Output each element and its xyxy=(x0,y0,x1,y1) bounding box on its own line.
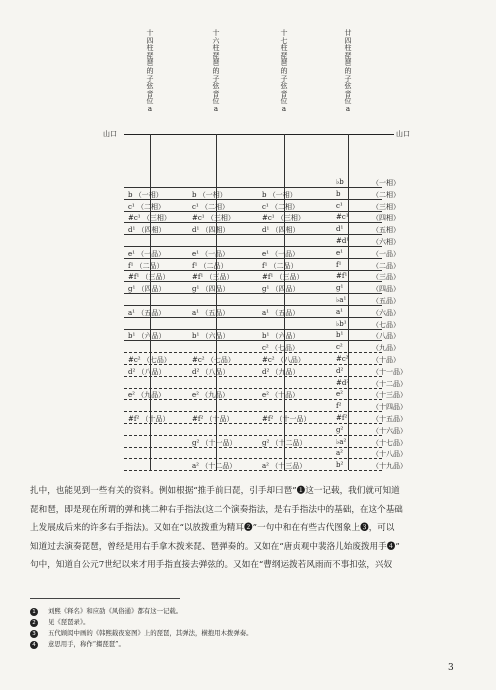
fret-cell: e² （九品） xyxy=(128,391,166,400)
fret-cell: （四相） xyxy=(372,214,400,223)
fret-cell: （九品） xyxy=(372,344,400,353)
fret-cell: ♭b¹ xyxy=(336,319,347,328)
paragraph-line: 琵和琶，即是现在所谓的弹和挑二种右手指法(这二个演奏指法，是右手指法中的基础，在这个基础 xyxy=(30,504,403,515)
fret-cell: g² （十一品） xyxy=(192,438,237,447)
fret-cell: #f¹ xyxy=(336,272,348,281)
fret-line xyxy=(124,470,382,471)
fret-cell: （七品） xyxy=(372,320,400,329)
fret-cell: （二品） xyxy=(372,261,400,270)
fret-cell: e¹ （一品） xyxy=(128,249,166,258)
fret-cell: e¹ xyxy=(336,248,343,257)
fret-cell: g² xyxy=(336,425,344,434)
fret-cell: b¹ （六品） xyxy=(128,332,166,341)
body-paragraph xyxy=(30,482,470,575)
fret-cell: f¹ xyxy=(336,260,342,269)
string-line-24 xyxy=(348,134,349,470)
fret-cell: e¹ （一品） xyxy=(192,249,230,258)
fret-cell: g¹ （四品） xyxy=(128,285,166,294)
fret-cell: f¹ （二品） xyxy=(128,261,164,270)
fret-cell: （十七品） xyxy=(372,438,407,447)
fret-line xyxy=(124,411,382,412)
fret-cell: #f² （十一品） xyxy=(262,415,311,423)
fret-line xyxy=(124,447,382,448)
fret-cell: d² （八品） xyxy=(128,367,166,376)
fret-line xyxy=(124,435,382,436)
fret-cell: （十六品） xyxy=(372,426,407,435)
fret-cell: #c² （七品） xyxy=(128,356,171,364)
fret-cell: b¹ （六品） xyxy=(262,332,300,341)
nut-line xyxy=(124,134,394,135)
fret-cell: d¹ （四相） xyxy=(128,226,166,235)
fret-cell: d² xyxy=(336,366,344,375)
fret-cell: （四品） xyxy=(372,285,400,294)
footnote-number: 3 xyxy=(30,630,38,638)
fret-cell: a² （十三品） xyxy=(262,462,307,471)
fret-cell: （十九品） xyxy=(372,462,407,471)
fret-line xyxy=(124,388,382,389)
fret-cell: ♭a² xyxy=(336,437,347,446)
fret-cell: d² （九品） xyxy=(262,367,300,376)
fret-cell: （六相） xyxy=(372,238,400,246)
footnote-number: 2 xyxy=(30,619,38,627)
fret-cell: d¹ xyxy=(336,225,344,234)
fret-cell: a¹ （五品） xyxy=(128,308,166,317)
column-header-14-frets: 十四柱琵琶的子弦音位a xyxy=(146,29,154,113)
fret-cell: （一相） xyxy=(372,179,400,187)
fret-cell: （五相） xyxy=(372,226,400,235)
fret-cell: g¹ xyxy=(336,284,344,293)
fret-cell: （十二品） xyxy=(372,379,407,388)
nut-label-left: 山口 xyxy=(103,130,117,138)
footnote-text: 意思用手，称作“搊琵琶”。 xyxy=(48,640,125,648)
fret-cell: #d¹ xyxy=(336,237,350,245)
fret-cell: e² （十品） xyxy=(262,391,300,400)
footnote-number: 1 xyxy=(30,608,38,616)
footnote-text: 见《琵琶录》。 xyxy=(48,618,90,626)
fret-cell: #f¹ （三品） xyxy=(128,273,170,282)
fret-cell: g¹ （四品） xyxy=(192,285,230,294)
footnote-item xyxy=(30,606,253,617)
fret-cell: #c¹ xyxy=(336,213,349,222)
fret-cell: e¹ （一品） xyxy=(262,249,300,258)
fret-cell: d¹ （四相） xyxy=(192,226,230,235)
fret-line xyxy=(124,458,382,459)
fret-cell: （五品） xyxy=(372,297,400,305)
paragraph-line: 知道过去演奏琵琶，曾经是用右手拿木拨来琵、琶弹奏的。又如在“唐贞观中裴洛儿始废拨用手❹” xyxy=(30,541,400,552)
fret-cell: b （一相） xyxy=(192,190,227,199)
fret-cell: a² xyxy=(336,449,343,458)
fret-cell: c¹ （二相） xyxy=(192,202,229,211)
fret-cell: #c² xyxy=(336,355,349,363)
fret-line xyxy=(124,329,382,330)
fret-cell: （二相） xyxy=(372,190,400,199)
fret-cell: a¹ （五品） xyxy=(192,308,230,317)
fret-cell: #c² （七品） xyxy=(192,356,235,364)
fret-cell: （三品） xyxy=(372,273,400,282)
fret-cell: b （一相） xyxy=(128,190,163,199)
fret-cell: （十品） xyxy=(372,356,400,364)
fret-cell: c² （七品） xyxy=(262,344,299,353)
footnote-text: 刘熙《释名》和应劭《风俗通》都有这一记载。 xyxy=(48,607,183,615)
fret-cell: #c¹ （三相） xyxy=(192,214,235,223)
footnote-item xyxy=(30,639,253,650)
paragraph-line: 句中，知道自公元7世纪以来才用手指直接去弹弦的。又如在“曹纲运拨若风雨而不事扣弦，兴奴 xyxy=(30,560,393,571)
fret-line xyxy=(124,187,382,188)
fret-cell: （三相） xyxy=(372,202,400,211)
fret-line xyxy=(124,352,382,353)
paragraph-line: 扎中，也能见到一些有关的资料。例如根据“推手前曰琵，引手却曰琶”❶这一记载，我们就可知道 xyxy=(30,486,400,496)
column-header-17-frets: 十七柱琵琶的子弦音位a xyxy=(280,29,288,113)
fret-cell: #f² xyxy=(336,414,348,422)
fret-cell: （一品） xyxy=(372,249,400,258)
column-header-24-frets: 廿四柱琵琶的子弦音位a xyxy=(344,29,352,113)
footnote-item xyxy=(30,628,253,639)
fret-cell: #c¹ （三相） xyxy=(128,214,171,223)
fret-cell: （八品） xyxy=(372,332,400,341)
fret-cell: e² xyxy=(336,390,343,399)
fret-cell: b¹ （六品） xyxy=(192,332,230,341)
fret-cell: #f¹ （三品） xyxy=(262,273,304,282)
fret-cell: #c² （八品） xyxy=(262,356,305,364)
fret-cell: d² （八品） xyxy=(192,367,230,376)
footnote-text: 五代顾闳中画的《韩熙载夜宴图》上的琵琶，其弹法，横抱用木拨弹奏。 xyxy=(48,629,253,637)
fret-cell: c¹ （二相） xyxy=(262,202,299,211)
fret-cell: f¹ （二品） xyxy=(192,261,228,270)
page-number: 3 xyxy=(448,663,454,673)
fret-cell: g² （十二品） xyxy=(262,438,307,447)
fret-cell: g¹ （四品） xyxy=(262,285,300,294)
fret-cell: （十一品） xyxy=(372,367,407,376)
footnote-item xyxy=(30,617,253,628)
fret-cell: #f¹ （三品） xyxy=(192,273,234,282)
fret-cell: #f² （十品） xyxy=(192,415,234,423)
nut-label-right: 山口 xyxy=(396,130,410,138)
paragraph-line: 上发展成后来的许多右手指法)。又如在“以放拨重为精耳❷”一句中和在有些古代图象上❸，可以 xyxy=(30,523,395,534)
fret-cell: （十四品） xyxy=(372,403,407,412)
fret-cell: c¹ （二相） xyxy=(128,202,165,211)
fret-cell: f¹ （二品） xyxy=(262,261,298,270)
fret-cell: b （一相） xyxy=(262,190,297,199)
fret-cell: d¹ （四相） xyxy=(262,226,300,235)
fret-cell: #c¹ （三相） xyxy=(262,214,305,223)
fret-cell: e² （九品） xyxy=(192,391,230,400)
fret-cell: （六品） xyxy=(372,308,400,317)
fret-cell: b² xyxy=(336,461,344,470)
fret-cell: #f² （十品） xyxy=(128,415,170,423)
fret-cell: c¹ xyxy=(336,201,343,210)
fret-cell: a¹ xyxy=(336,307,343,316)
fret-line xyxy=(124,246,382,247)
fret-cell: a² （十二品） xyxy=(192,462,237,471)
fret-cell: a¹ （五品） xyxy=(262,308,300,317)
fret-cell: ♭a¹ xyxy=(336,296,347,304)
fret-cell: b xyxy=(336,189,341,198)
fret-cell: #d² xyxy=(336,378,350,387)
fret-cell: ♭b xyxy=(336,178,344,186)
fret-cell: （十八品） xyxy=(372,450,407,459)
column-header-16-frets: 十六柱琵琶的子弦音位a xyxy=(212,29,220,113)
fret-cell: f² xyxy=(336,402,342,411)
fret-cell: c² xyxy=(336,343,343,352)
footnote-divider xyxy=(30,598,180,599)
footnotes xyxy=(30,606,253,650)
footnote-number: 4 xyxy=(30,641,38,649)
fret-line xyxy=(124,305,382,306)
fret-cell: b¹ xyxy=(336,331,344,340)
fret-cell: （十三品） xyxy=(372,391,407,400)
fret-cell: （十五品） xyxy=(372,415,407,423)
